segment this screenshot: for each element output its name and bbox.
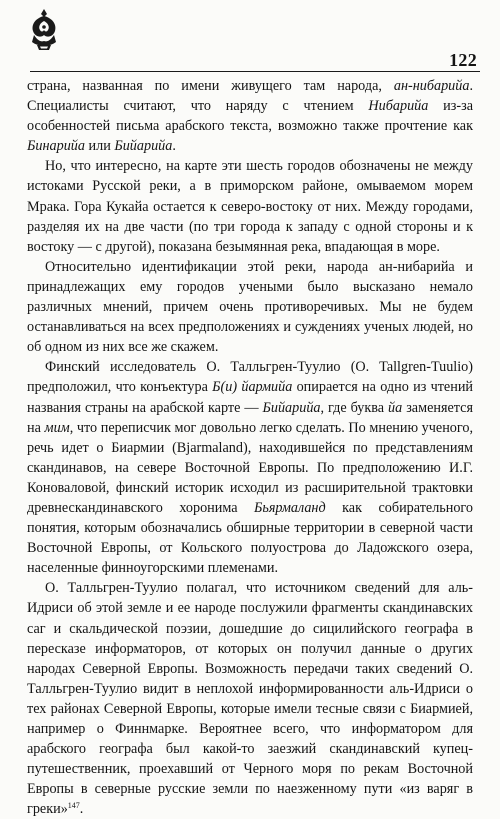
paragraph-4: Финский исследователь О. Талльгрен-Туулио (O. Tallgren-Tuulio) предположил, что конъектура Б(и) йармийа опирается на одно из чтений названия страны на арабской карте — Бийарийа, где буква йа заменяется на мим, что переписчик мог довольно легко сделать. По мнению ученого, речь идет о Биармии (Bjarmaland), находившейся по представлениям скандинавов, на севере Восточной Европы. По предположению И.Г. Коноваловой, финский историк исходил из расширительной трактовки древнескандинавского хоронима Бьярмаланд как собирательного понятия, которым обозначались обширные территории в северной части Восточной Европы, от Кольского полуострова до Ладожского озера, населенные финноугорскими племенами. — [27, 359, 474, 577]
paragraph-2: Но, что интересно, на карте эти шесть городов обозначены не между истоками Русской реки, а в приморском районе, омываемом морем Мрака. Гора Кукайа остается к северо-востоку от них. Между городами, разделяя их на две части (по три города к западу с одной стороны и к востоку — с другой), показана безымянная река, впадающая в море. — [27, 158, 473, 255]
page-number: 122 — [449, 50, 477, 70]
paragraph-5: О. Талльгрен-Туулио полагал, что источником сведений для аль-Идриси об этой земле и ее народе послужили фрагменты скандинавских саг и скальдической поэзии, дошедшие до сицилийского географа в пересказе информаторов, от которых он получил данные о других народах Северной Европы. Возможность передачи таких сведений О. Талльгрен-Туулио видит в неплохой информированности аль-Идриси о тех районах Северной Европы, которые имели тесные связи с Биармией, например о Финнмарке. Вероятнее всего, что информатором для арабского географа был какой-то заезжий скандинавский купец-путешественник, проехавший от Черного моря по рекам Восточной Европы в северные русские земли по наезженному пути «из варяг в греки»$^{147}$. — [27, 580, 473, 818]
ornament-icon — [28, 8, 60, 52]
paragraph-1: страна, названная по имени живущего там народа, ан-нибарийа. Специалисты считают, что наряду с чтением Нибарийа из-за особенностей письма арабского текста, возможно также прочтение как Бинарийа или Бийарийа. — [27, 78, 473, 155]
header-rule — [30, 71, 480, 72]
footnote-ref[interactable]: 147 — [67, 801, 80, 811]
paragraph-3: Относительно идентификации этой реки, народа ан-нибарийа и принадлежащих ему городов учеными было высказано немало различных мнений, причем очень противоречивых. Мы не будем останавливаться на всех предположениях и суждениях ученых людей, но об одном из них все же скажем. — [27, 258, 473, 356]
page-body — [27, 76, 473, 819]
